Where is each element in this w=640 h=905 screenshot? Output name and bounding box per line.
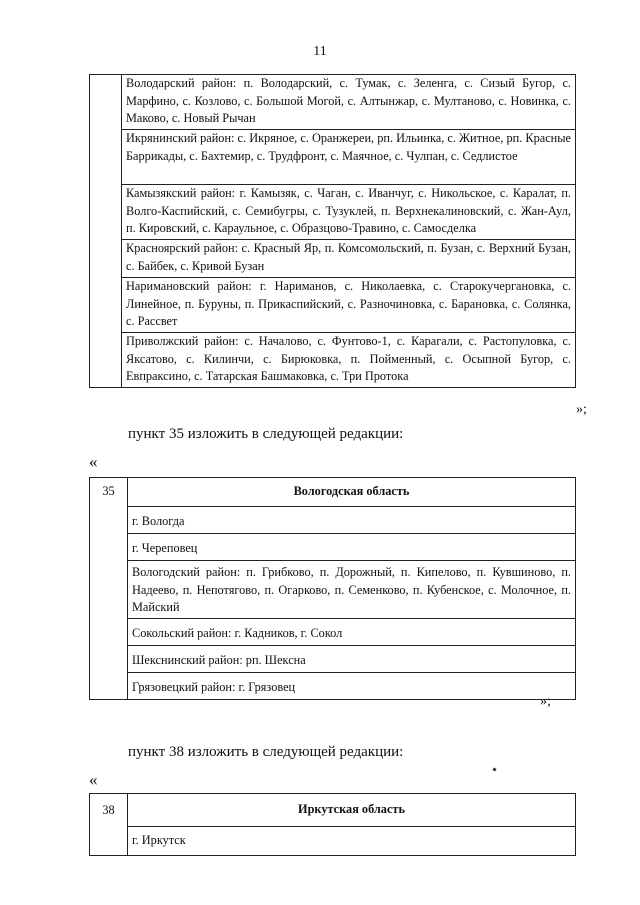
table-row bbox=[90, 827, 576, 856]
instruction-point-35: пункт 35 изложить в следующей редакции: bbox=[128, 426, 404, 442]
region-heading: Иркутская область bbox=[128, 794, 576, 827]
district-cell: Сокольский район: г. Кадников, г. Сокол bbox=[128, 619, 576, 646]
irkutsk-table bbox=[89, 793, 576, 856]
table-row bbox=[90, 333, 576, 388]
closing-quote: »; bbox=[576, 402, 587, 417]
district-cell: Володарский район: п. Володарский, с. Тумак, с. Зеленга, с. Сизый Бугор, с. Марфино, с. Козлово, с. Большой Могой, с. Алтынжар, с. Мултаново, с. Новинка, с. Маково, с. Новый Рычан bbox=[122, 75, 576, 130]
table-row bbox=[90, 673, 576, 700]
page-number: 11 bbox=[313, 44, 327, 59]
table-row bbox=[90, 478, 576, 507]
district-cell: Наримановский район: г. Нариманов, с. Николаевка, с. Старокучергановка, с. Линейное, п. Буруны, п. Прикаспийский, с. Разночиновка, с. Барановка, с. Солянка, с. Рассвет bbox=[122, 278, 576, 333]
table-row bbox=[90, 507, 576, 534]
district-cell: Вологодский район: п. Грибково, п. Дорожный, п. Кипелово, п. Кувшиново, п. Надеево, п. Непотягово, п. Огарково, п. Семенково, п. Кубенское, с. Молочное, п. Майский bbox=[128, 561, 576, 619]
districts-table-continued bbox=[89, 74, 576, 388]
table-row bbox=[90, 619, 576, 646]
opening-quote: « bbox=[89, 452, 98, 471]
region-heading: Вологодская область bbox=[128, 478, 576, 507]
district-cell: г. Череповец bbox=[128, 534, 576, 561]
closing-quote: »; bbox=[540, 694, 551, 709]
district-cell: г. Иркутск bbox=[128, 827, 576, 856]
district-cell: Камызякский район: г. Камызяк, с. Чаган, с. Иванчуг, с. Никольское, с. Каралат, п. Волго-Каспийский, с. Семибугры, с. Тузуклей, п. Верхнекалиновский, с. Жан-Аул, п. Кировский, с. Караульное, с. Образцово-Травино, с. Самосделка bbox=[122, 185, 576, 240]
table-row bbox=[90, 794, 576, 827]
table-row bbox=[90, 130, 576, 185]
vologda-table bbox=[89, 477, 576, 700]
district-cell: Приволжский район: с. Началово, с. Фунтово-1, с. Карагали, с. Растопуловка, с. Яксатово, с. Килинчи, с. Бирюковка, п. Пойменный, с. Осыпной Бугор, с. Евпраксино, с. Татарская Башмаковка, с. Три Протока bbox=[122, 333, 576, 388]
table-row bbox=[90, 646, 576, 673]
district-cell: Грязовецкий район: г. Грязовец bbox=[128, 673, 576, 700]
opening-quote: « bbox=[89, 770, 98, 789]
table-row bbox=[90, 240, 576, 278]
table-row bbox=[90, 278, 576, 333]
instruction-point-38: пункт 38 изложить в следующей редакции: bbox=[128, 744, 404, 760]
district-cell: г. Вологда bbox=[128, 507, 576, 534]
district-cell: Икрянинский район: с. Икряное, с. Оранжереи, рп. Ильинка, с. Житное, рп. Красные Баррикады, с. Бахтемир, с. Трудфронт, с. Маячное, с. Чулпан, с. Седлистое bbox=[122, 130, 576, 185]
table-row bbox=[90, 561, 576, 619]
number-cell bbox=[90, 75, 122, 388]
district-cell: Красноярский район: с. Красный Яр, п. Комсомольский, п. Бузан, с. Верхний Бузан, с. Байбек, с. Кривой Бузан bbox=[122, 240, 576, 278]
number-cell: 38 bbox=[90, 794, 128, 856]
district-cell: Шекснинский район: рп. Шексна bbox=[128, 646, 576, 673]
table-row bbox=[90, 534, 576, 561]
table-row bbox=[90, 75, 576, 130]
number-cell: 35 bbox=[90, 478, 128, 700]
table-row bbox=[90, 185, 576, 240]
scan-speck bbox=[492, 767, 496, 771]
